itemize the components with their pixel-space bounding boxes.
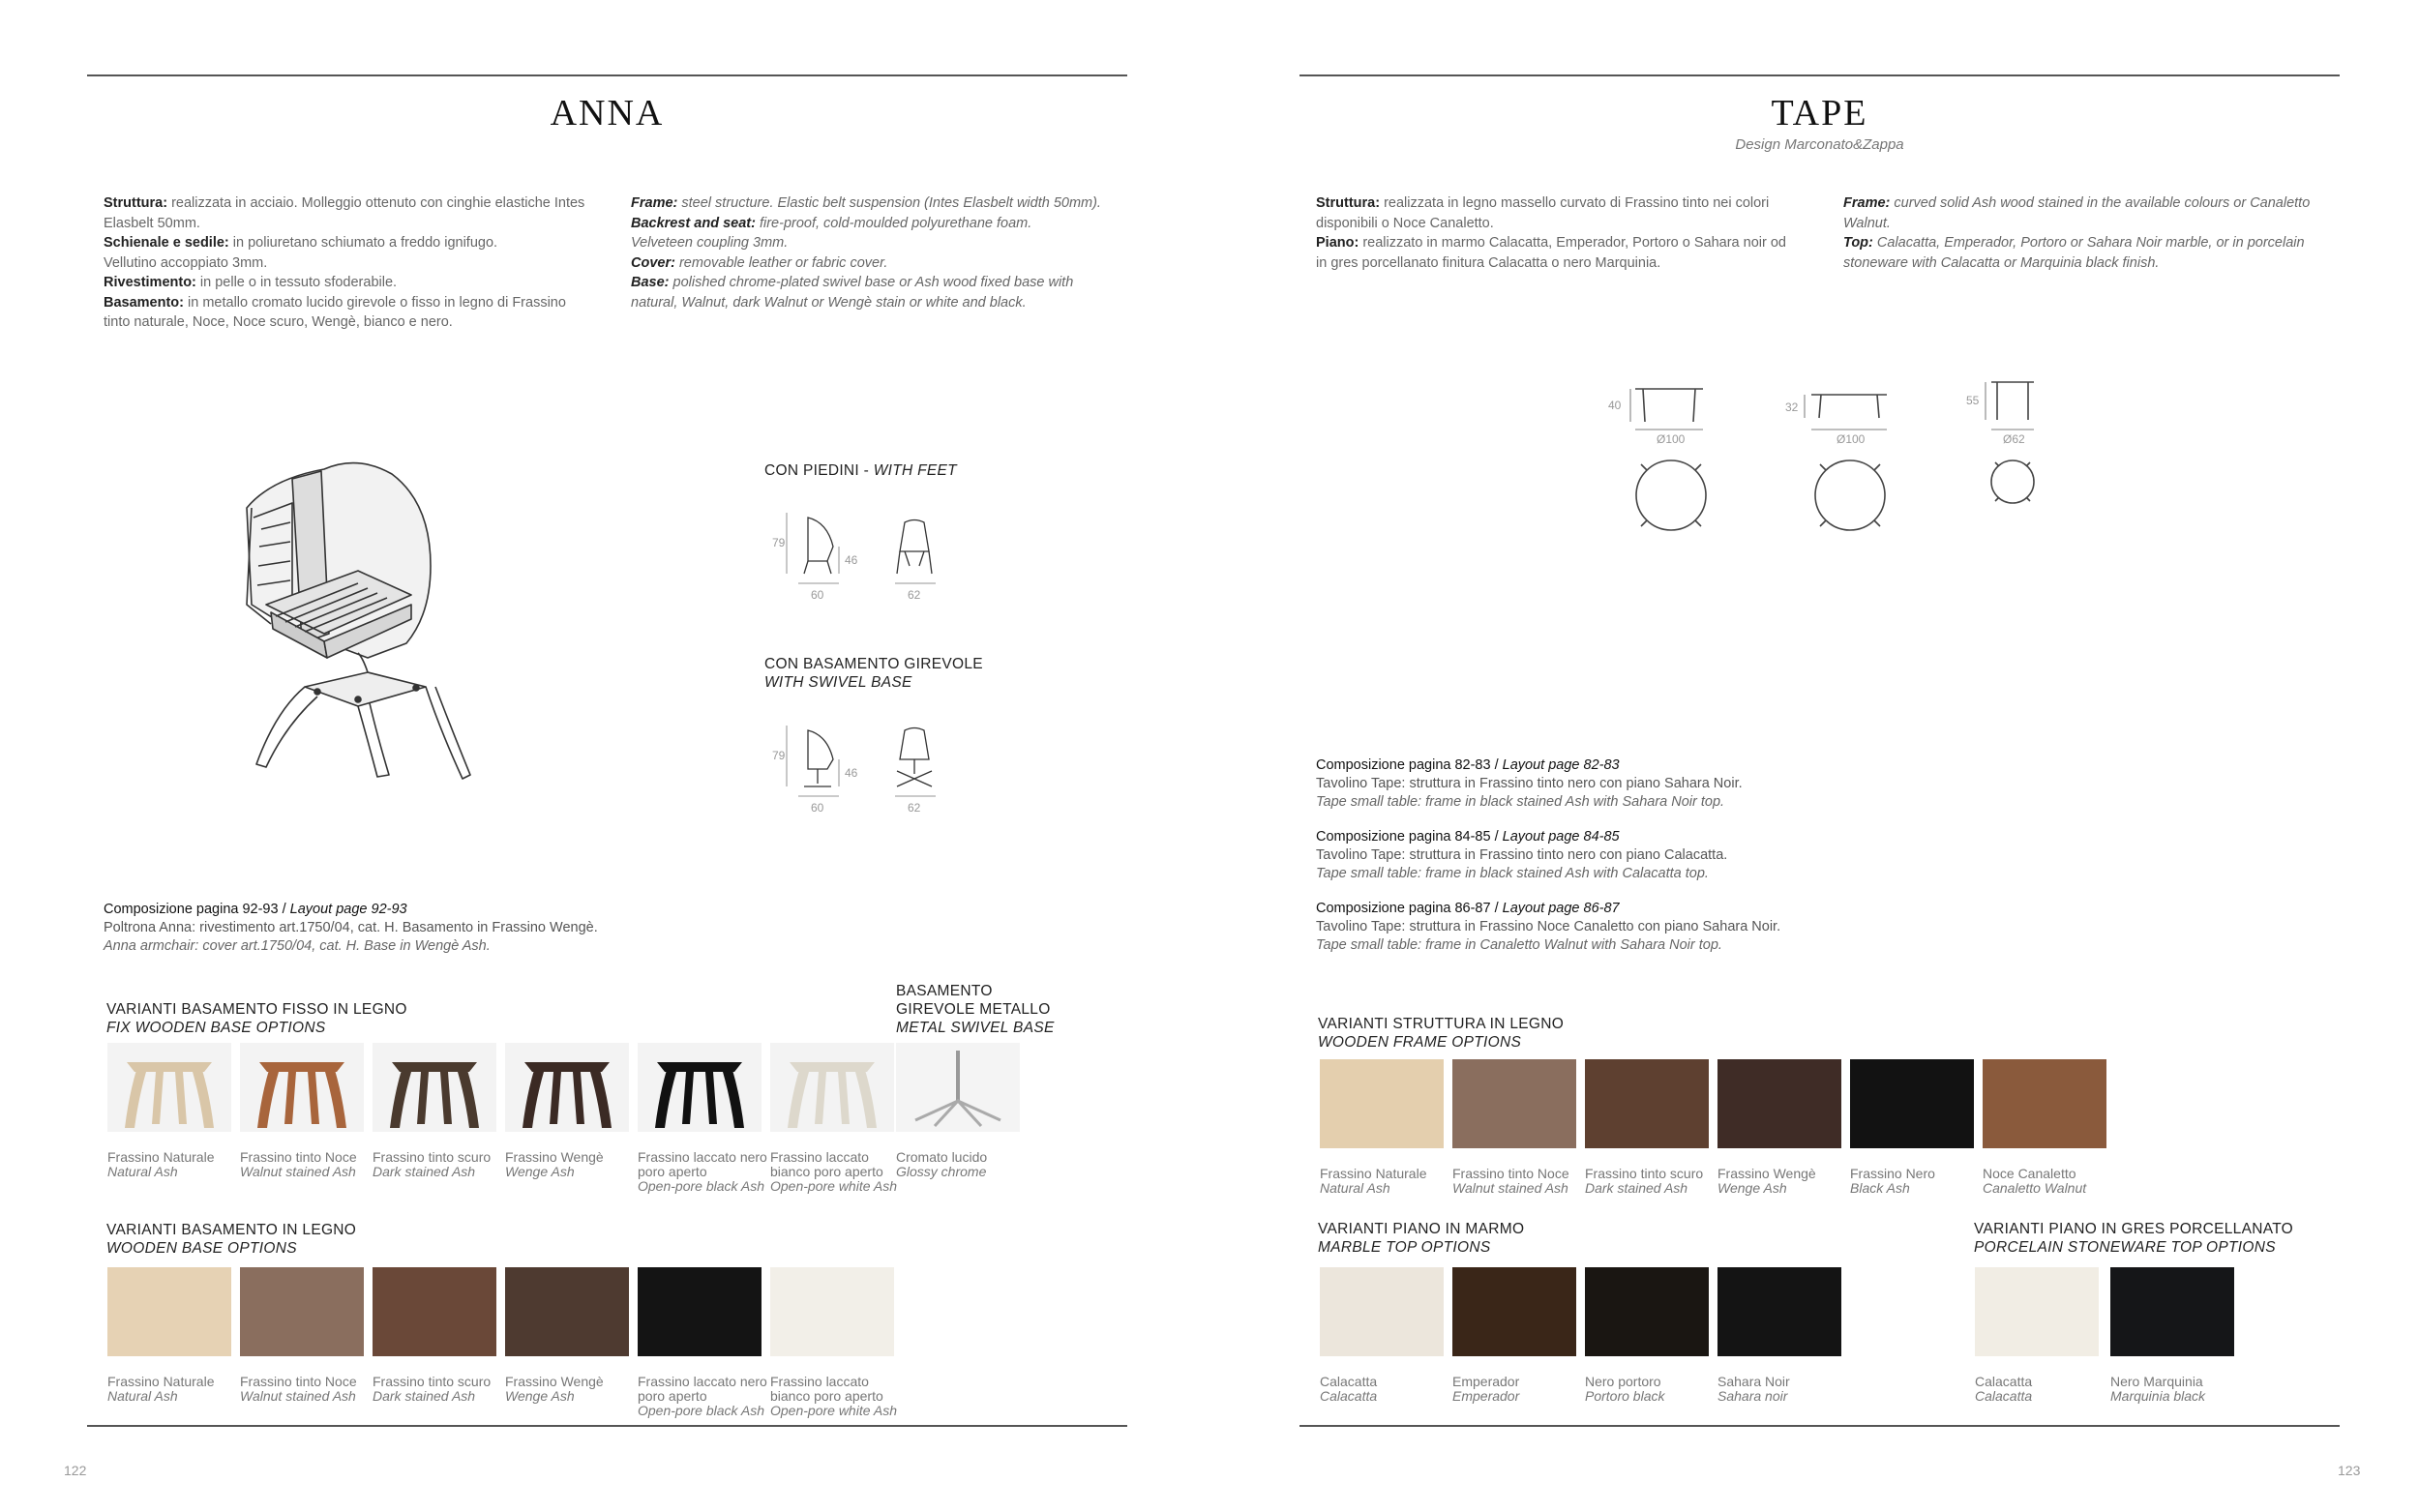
description-line	[1843, 233, 2327, 273]
anna-description-en	[631, 193, 1115, 312]
description-line	[104, 193, 587, 233]
description-term: Rivestimento:	[104, 275, 196, 290]
swatch[interactable]	[1320, 1267, 1444, 1356]
swatch[interactable]	[1452, 1059, 1576, 1148]
table1-diameter: Ø100	[1657, 432, 1686, 446]
description-line	[1316, 233, 1800, 273]
dim-seat-height: 46	[845, 766, 858, 780]
swatch[interactable]	[2110, 1267, 2234, 1356]
chair-with-feet-diagram	[769, 508, 953, 605]
swatch-label: Calacatta Calacatta	[1320, 1374, 1378, 1404]
description-term: Basamento:	[104, 294, 184, 311]
swatch-label: Noce Canaletto Canaletto Walnut	[1983, 1166, 2087, 1196]
anna-chair-illustration	[232, 450, 493, 817]
swatch-label: Nero Marquinia Marquinia black	[2110, 1374, 2206, 1404]
description-text: Vellutino accoppiato 3mm.	[104, 254, 268, 271]
table1-height: 40	[1608, 399, 1622, 412]
description-text: steel structure. Elastic belt suspension (Intes Elasbelt width 50mm).	[677, 195, 1101, 211]
swatch-label: Frassino Naturale Natural Ash	[107, 1149, 215, 1179]
swatch[interactable]	[1452, 1267, 1576, 1356]
dim-width: 60	[811, 801, 824, 815]
anna-composition: Composizione pagina 92-93 / Layout page 92-93 Poltrona Anna: rivestimento art.1750/04, cat. H. Basamento in Frassino Wengè. Anna armchair: cover art.1750/04, cat. H. Base in Wengè Ash.	[104, 902, 598, 954]
description-term: Schienale e sedile:	[104, 235, 229, 251]
swatch[interactable]	[240, 1267, 364, 1356]
swatch[interactable]	[240, 1043, 364, 1132]
marble-options-heading: VARIANTI PIANO IN MARMO MARBLE TOP OPTIONS	[1318, 1221, 1525, 1256]
description-term: Cover:	[631, 254, 675, 271]
swatch[interactable]	[1850, 1059, 1974, 1148]
swatch-label: Frassino tinto Noce Walnut stained Ash	[1452, 1166, 1569, 1196]
tape-tables-diagram	[1597, 377, 2061, 551]
page-number-right: 123	[2338, 1463, 2361, 1478]
swatch-label: Frassino Wengè Wenge Ash	[505, 1149, 604, 1179]
table3-diameter: Ø62	[2003, 432, 2025, 446]
description-text: in pelle o in tessuto sfoderabile.	[195, 275, 398, 290]
swatch-label: Frassino laccato bianco poro aperto Open-pore white Ash	[770, 1149, 897, 1194]
swatch-label: Frassino laccato bianco poro aperto Open-pore white Ash	[770, 1374, 897, 1418]
tape-description-it	[1316, 193, 1800, 273]
chair-swivel-diagram	[769, 721, 953, 817]
description-text: curved solid Ash wood stained in the available colours or Canaletto Walnut.	[1843, 195, 2311, 231]
description-line	[104, 273, 587, 293]
dim-depth: 62	[908, 588, 921, 602]
description-text: realizzata in acciaio. Molleggio ottenuto con cinghie elastiche Intes Elasbelt 50mm.	[104, 195, 585, 231]
swatch[interactable]	[373, 1267, 496, 1356]
frame-options-heading: VARIANTI STRUTTURA IN LEGNO WOODEN FRAME OPTIONS	[1318, 1016, 1565, 1051]
composition-block: Composizione pagina 82-83 / Layout page 82-83 Tavolino Tape: struttura in Frassino tinto nero con piano Sahara Noir. Tape small table: frame in black stained Ash with Sahara Noir top.	[1316, 757, 1743, 810]
swatch[interactable]	[1585, 1059, 1709, 1148]
table2-diameter: Ø100	[1837, 432, 1866, 446]
swatch-label: Frassino tinto Noce Walnut stained Ash	[240, 1374, 357, 1404]
swatch[interactable]	[373, 1043, 496, 1132]
description-line	[631, 273, 1115, 312]
anna-description-it	[104, 193, 587, 333]
composition-block: Composizione pagina 86-87 / Layout page 86-87 Tavolino Tape: struttura in Frassino Noce Canaletto con piano Sahara Noir. Tape small table: frame in Canaletto Walnut with Sahara Noir top.	[1316, 901, 1781, 953]
composition-block: Composizione pagina 84-85 / Layout page 84-85 Tavolino Tape: struttura in Frassino tinto nero con piano Calacatta. Tape small table: frame in black stained Ash with Calacatta top.	[1316, 829, 1728, 881]
description-line	[631, 253, 1115, 274]
top-rule-left	[87, 74, 1127, 76]
swatch[interactable]	[770, 1043, 894, 1132]
swatch-label: Calacatta Calacatta	[1975, 1374, 2033, 1404]
swatch[interactable]	[770, 1267, 894, 1356]
label-glossy-chrome: Cromato lucido Glossy chrome	[896, 1149, 988, 1179]
description-term: Struttura:	[104, 195, 168, 211]
dim-height: 79	[772, 749, 786, 762]
swatch-label: Frassino Wengè Wenge Ash	[505, 1374, 604, 1404]
swatch-label: Frassino tinto scuro Dark stained Ash	[373, 1149, 492, 1179]
swatch[interactable]	[1975, 1267, 2099, 1356]
swatch[interactable]	[638, 1043, 762, 1132]
fix-base-heading: VARIANTI BASAMENTO FISSO IN LEGNO FIX WOODEN BASE OPTIONS	[106, 1001, 407, 1036]
porcelain-options-heading: VARIANTI PIANO IN GRES PORCELLANATO PORCELAIN STONEWARE TOP OPTIONS	[1974, 1221, 2294, 1256]
swatch[interactable]	[638, 1267, 762, 1356]
designer-credit: Design Marconato&Zappa	[1735, 136, 1904, 153]
swatch-label: Frassino tinto scuro Dark stained Ash	[373, 1374, 492, 1404]
description-line	[631, 193, 1115, 214]
dim-width: 60	[811, 588, 824, 602]
page-title-anna: ANNA	[550, 93, 665, 133]
swatch-label: Frassino Nero Black Ash	[1850, 1166, 1935, 1196]
description-line	[1316, 193, 1800, 233]
swatch-label: Nero portoro Portoro black	[1585, 1374, 1665, 1404]
dim-height: 79	[772, 536, 786, 549]
description-text: in poliuretano schiumato a freddo ignifugo.	[228, 235, 498, 251]
swatch[interactable]	[1717, 1267, 1841, 1356]
swatch-label: Sahara Noir Sahara noir	[1717, 1374, 1790, 1404]
swatch-glossy-chrome[interactable]	[896, 1043, 1020, 1132]
description-term: Backrest and seat:	[631, 215, 756, 231]
description-text: Calacatta, Emperador, Portoro or Sahara Noir marble, or in porcelain stoneware with Calacatta or Marquinia black finish.	[1843, 235, 2305, 271]
description-text: Velveteen coupling 3mm.	[631, 235, 789, 251]
description-term: Frame:	[1843, 195, 1891, 211]
swivel-version-label: CON BASAMENTO GIREVOLE WITH SWIVEL BASE	[764, 656, 983, 691]
description-line	[104, 253, 587, 274]
description-text: realizzata in legno massello curvato di Frassino tinto nei colori disponibili o Noce Canaletto.	[1316, 195, 1770, 231]
dim-seat-height: 46	[845, 553, 858, 567]
description-text: polished chrome-plated swivel base or Ash wood fixed base with natural, Walnut, dark Walnut or Wengè stain or white and black.	[631, 275, 1074, 311]
description-line	[104, 293, 587, 333]
swatch[interactable]	[1983, 1059, 2106, 1148]
bottom-rule-left	[87, 1425, 1127, 1427]
swatch[interactable]	[505, 1043, 629, 1132]
description-text: realizzato in marmo Calacatta, Emperador, Portoro o Sahara noir od in gres porcellanato finitura Calacatta o nero Marquinia.	[1316, 235, 1786, 271]
description-text: in metallo cromato lucido girevole o fisso in legno di Frassino tinto naturale, Noce, Noce scuro, Wengè, bianco e nero.	[104, 294, 566, 330]
bottom-rule-right	[1299, 1425, 2340, 1427]
description-term: Struttura:	[1316, 195, 1381, 211]
swatch-label: Frassino tinto Noce Walnut stained Ash	[240, 1149, 357, 1179]
table2-height: 32	[1785, 400, 1799, 414]
metal-base-heading: BASAMENTO GIREVOLE METALLO METAL SWIVEL BASE	[896, 983, 1055, 1036]
page-number-left: 122	[64, 1463, 87, 1478]
chrome-base-icon	[896, 1043, 1020, 1132]
description-line	[631, 214, 1115, 234]
swatch[interactable]	[1717, 1059, 1841, 1148]
wood-base-heading: VARIANTI BASAMENTO IN LEGNO WOODEN BASE OPTIONS	[106, 1222, 357, 1257]
page-title-tape: TAPE	[1771, 93, 1868, 133]
feet-version-label: CON PIEDINI - WITH FEET	[764, 462, 957, 479]
swatch[interactable]	[505, 1267, 629, 1356]
description-text: removable leather or fabric cover.	[674, 254, 888, 271]
swatch[interactable]	[1320, 1059, 1444, 1148]
swatch[interactable]	[107, 1043, 231, 1132]
description-term: Base:	[631, 275, 670, 290]
swatch[interactable]	[1585, 1267, 1709, 1356]
description-term: Top:	[1843, 235, 1873, 251]
swatch-label: Frassino laccato nero poro aperto Open-pore black Ash	[638, 1149, 767, 1194]
description-text: fire-proof, cold-moulded polyurethane foam.	[755, 215, 1032, 231]
description-line	[104, 233, 587, 253]
dim-depth: 62	[908, 801, 921, 815]
swatch-label: Frassino laccato nero poro aperto Open-pore black Ash	[638, 1374, 767, 1418]
description-term: Piano:	[1316, 235, 1359, 251]
swatch-label: Emperador Emperador	[1452, 1374, 1520, 1404]
description-term: Frame:	[631, 195, 678, 211]
swatch[interactable]	[107, 1267, 231, 1356]
swatch-label: Frassino Naturale Natural Ash	[1320, 1166, 1427, 1196]
swatch-label: Frassino tinto scuro Dark stained Ash	[1585, 1166, 1704, 1196]
table3-height: 55	[1966, 394, 1980, 407]
description-line	[1843, 193, 2327, 233]
swatch-label: Frassino Naturale Natural Ash	[107, 1374, 215, 1404]
swatch-label: Frassino Wengè Wenge Ash	[1717, 1166, 1816, 1196]
description-line	[631, 233, 1115, 253]
tape-description-en	[1843, 193, 2327, 273]
top-rule-right	[1299, 74, 2340, 76]
